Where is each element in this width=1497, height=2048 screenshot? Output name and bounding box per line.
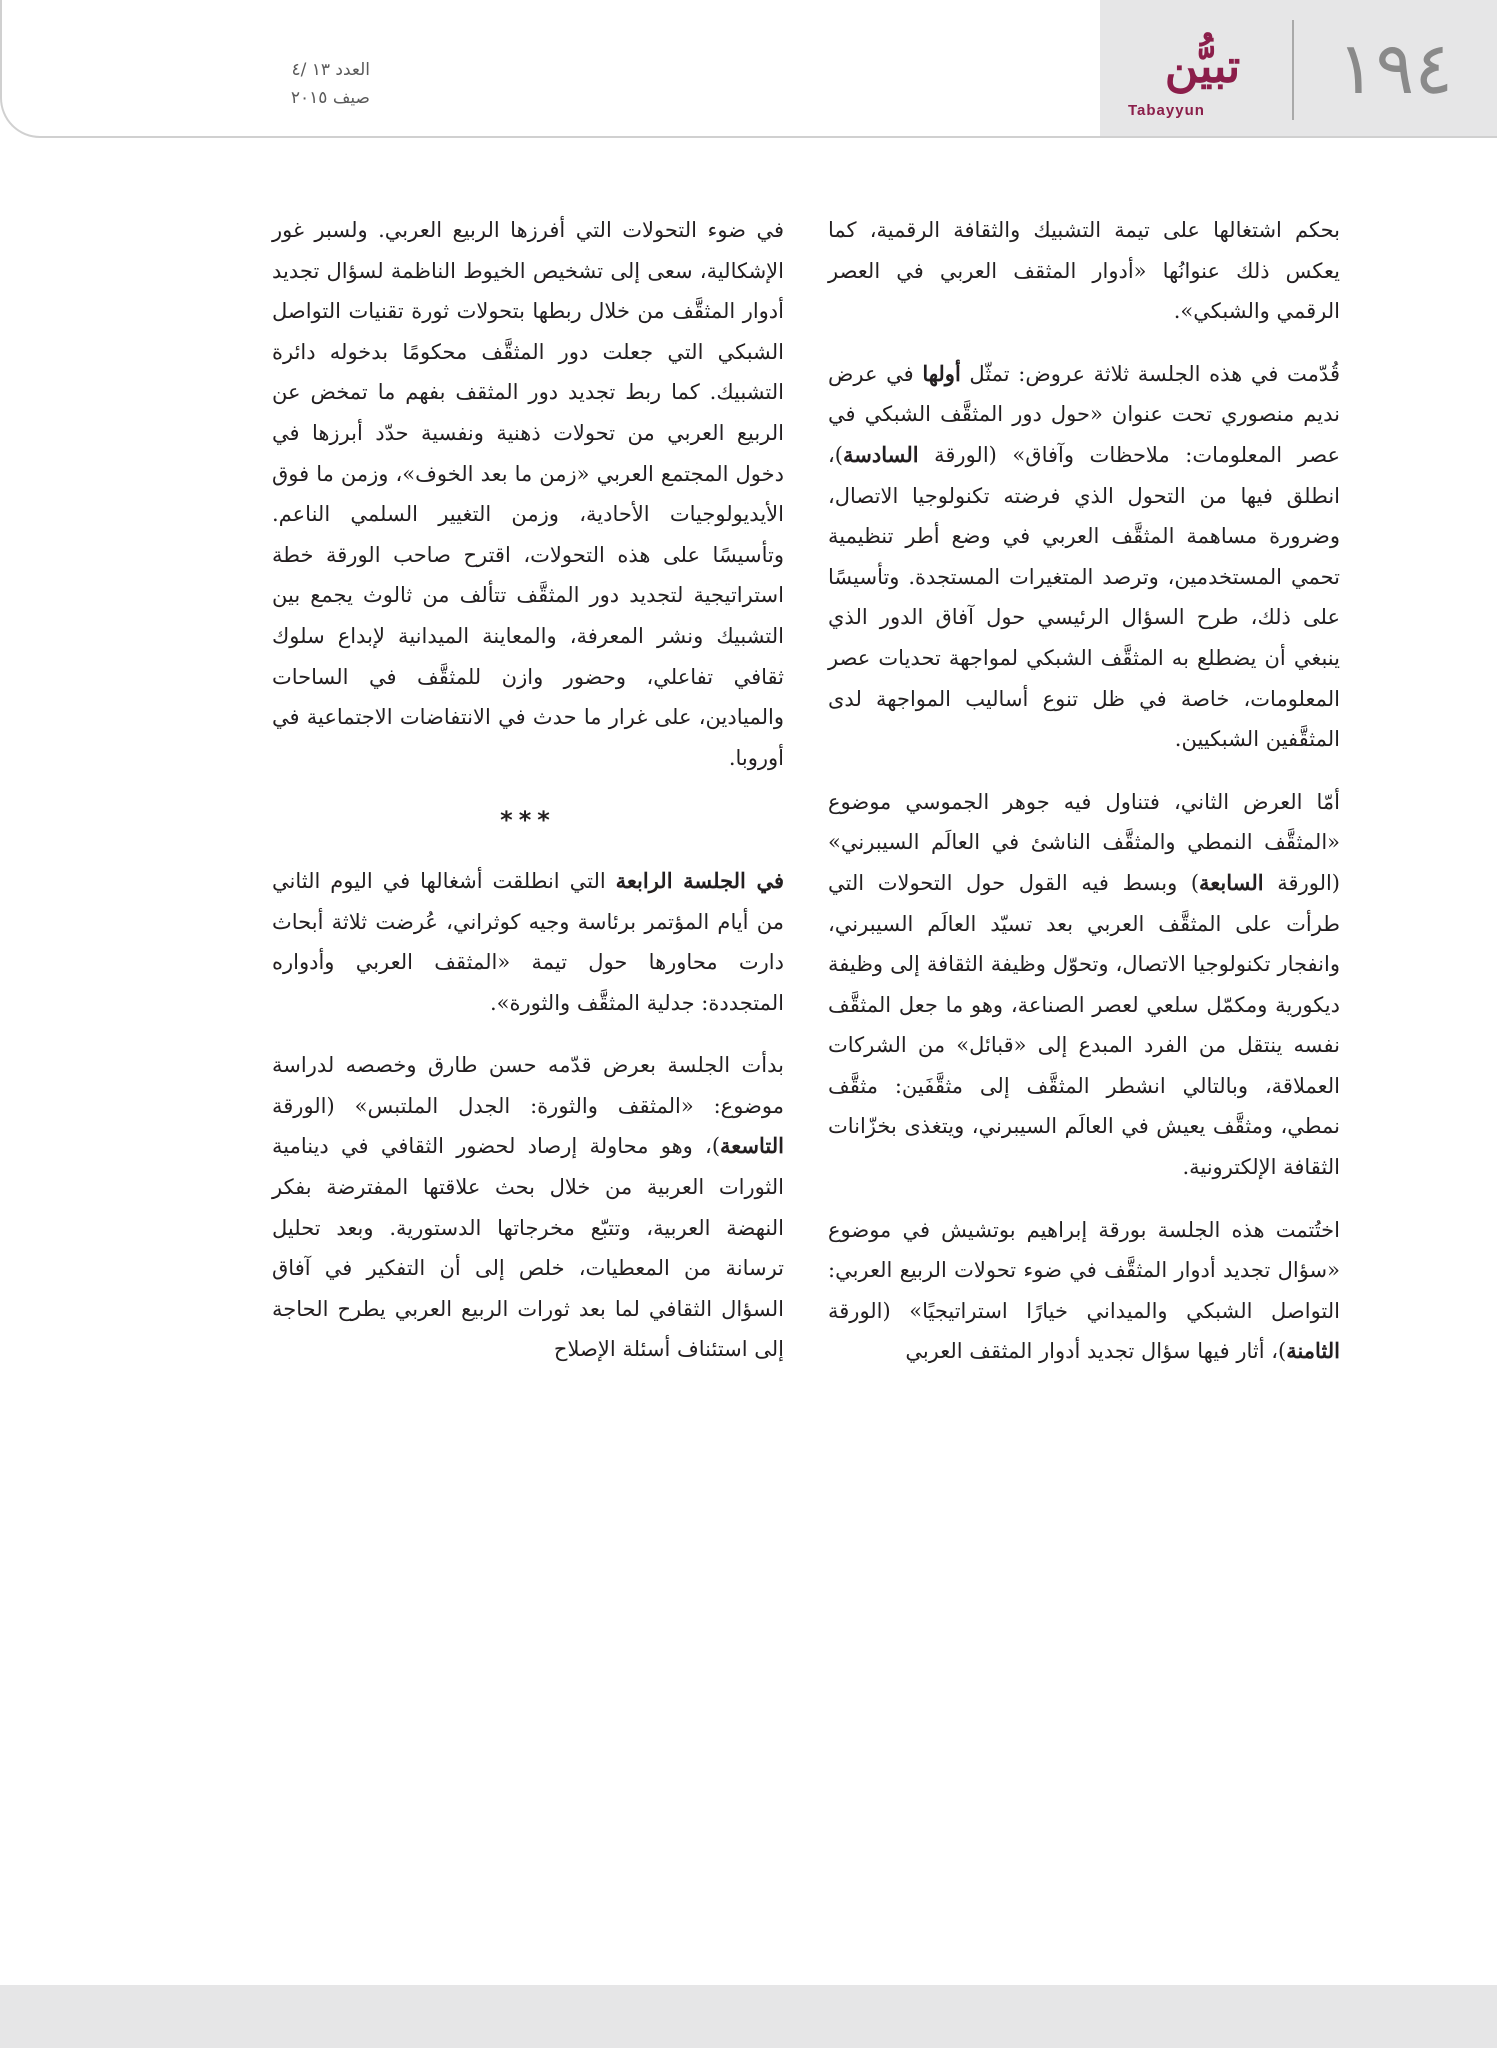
bold-run: السادسة — [842, 441, 919, 467]
text-column-right — [828, 210, 1340, 1394]
bold-run: السابعة — [1199, 869, 1264, 895]
section-separator: *** — [500, 806, 556, 835]
issue-season: صيف ٢٠١٥ — [290, 88, 370, 108]
paragraph — [828, 1210, 1340, 1372]
paragraph — [272, 861, 784, 1023]
text-run: أمّا العرض الثاني، فتناول فيه جوهر الجموسي موضوع «المثقَّف النمطي والمثقَّف الناشئ في العالَم السيبرني» (الورقة — [828, 789, 1340, 895]
issue-number: العدد ١٣ /٤ — [291, 60, 370, 80]
text-run: التي انطلقت أشغالها في اليوم الثاني من أيام المؤتمر برئاسة وجيه كوثراني، عُرضت ثلاثة أبحاث دارت محاورها حول تيمة «المثقف العربي وأدواره المتجددة: جدلية المثقَّف والثورة». — [272, 868, 784, 1015]
bold-run: أولها — [922, 360, 961, 386]
header-divider — [1292, 20, 1294, 120]
text-run: اختُتمت هذه الجلسة بورقة إبراهيم بوتشيش في موضوع «سؤال تجديد أدوار المثقَّف في ضوء تحولات الربيع العربي: التواصل الشبكي والميداني خيارًا استراتيجيًا» (الورقة — [828, 1217, 1340, 1323]
issue-info — [260, 56, 370, 112]
bold-run: التاسعة — [720, 1133, 784, 1159]
page-footer — [0, 1985, 1497, 2048]
journal-logo — [1120, 38, 1285, 128]
paragraph — [272, 1045, 784, 1370]
logo-latin: Tabayyun — [1128, 102, 1205, 119]
text-column-left — [272, 210, 784, 1392]
text-run: بدأت الجلسة بعرض قدّمه حسن طارق وخصصه لدراسة موضوع: «المثقف والثورة: الجدل الملتبس» (الورقة — [272, 1053, 784, 1118]
bold-run: الثامنة — [1286, 1338, 1340, 1364]
page-number: ١٩٤ — [1336, 26, 1453, 110]
text-run: )، وهو محاولة إرصاد لحضور الثقافي في دينامية الثورات العربية من خلال بحث علاقتها المفترضة بفكر النهضة العربية، وتتبّع مخرجاتها الدستورية. وبعد تحليل ترسانة من المعطيات، خلص إلى أن التفكير في آفاق السؤال الثقافي لما بعد ثورات الربيع العربي يطرح الحاجة إلى استئناف أسئلة الإصلاح — [272, 1134, 784, 1362]
paragraph — [828, 782, 1340, 1188]
text-run: في عرض نديم منصوري تحت عنوان «حول دور المثقَّف الشبكي في عصر المعلومات: ملاحظات وآفاق» (الورقة — [828, 361, 1340, 467]
paragraph: في ضوء التحولات التي أفرزها الربيع العربي. ولسبر غور الإشكالية، سعى إلى تشخيص الخيوط الناظمة لسؤال تجديد أدوار المثقَّف من خلال ربطها بتحولات ثورة تقنيات التواصل الشبكي التي جعلت دور المثقَّف محكومًا بدخوله دائرة التشبيك. كما ربط تجديد دور المثقف بفهم ما تمخض عن الربيع العربي من تحولات ذهنية ونفسية حدّد أبرزها في دخول المجتمع العربي «زمن ما بعد الخوف»، وزمن ما فوق الأيديولوجيات الأحادية، وزمن التغيير السلمي الناعم. وتأسيسًا على هذه التحولات، اقترح صاحب الورقة خطة استراتيجية لتجديد دور المثقَّف تتألف من ثالوث يجمع بين التشبيك ونشر المعرفة، والمعاينة الميدانية لإبداع سلوك ثقافي تفاعلي، وحضور وازن للمثقَّف في الساحات والميادين، على غرار ما حدث في الانتفاضات الاجتماعية في أوروبا. — [272, 218, 784, 770]
paragraph: بحكم اشتغالها على تيمة التشبيك والثقافة الرقمية، كما يعكس ذلك عنوانُها «أدوار المثقف العربي في العصر الرقمي والشبكي». — [828, 218, 1340, 324]
header-left-panel — [0, 0, 1100, 138]
text-run: )، أثار فيها سؤال تجديد أدوار المثقف العربي — [905, 1339, 1287, 1364]
bold-run: في الجلسة الرابعة — [615, 867, 784, 893]
logo-arabic: تبيُّن — [1164, 39, 1241, 93]
paragraph — [828, 354, 1340, 760]
text-run: ) وبسط فيه القول حول التحولات التي طرأت على المثقَّف العربي بعد تسيّد العالَم السيبرني، وانفجار تكنولوجيا الاتصال، وتحوّل وظيفة الثقافة إلى وظيفة ديكورية ومكمّل سلعي لعصر الصناعة، وهو ما جعل المثقَّف نفسه ينتقل من الفرد المبدع إلى «قبائل» من الشركات العملاقة، وبالتالي انشطر المثقَّف إلى مثقَّفَين: مثقَّف نمطي، ومثقَّف يعيش في العالَم السيبرني، ويتغذى بخزّانات الثقافة الإلكترونية. — [828, 870, 1340, 1180]
text-run: قُدّمت في هذه الجلسة ثلاثة عروض: تمثّل — [960, 361, 1340, 386]
text-run: )، انطلق فيها من التحول الذي فرضته تكنولوجيا الاتصال، وضرورة مساهمة المثقَّف العربي في وضع أطر تنظيمية تحمي المستخدمين، وترصد المتغيرات المستجدة. وتأسيسًا على ذلك، طرح السؤال الرئيسي حول آفاق الدور الذي ينبغي أن يضطلع به المثقَّف الشبكي لمواجهة تحديات عصر المعلومات، خاصة في ظل تنوع أساليب المواجهة لدى المثقَّفين الشبكيين. — [828, 442, 1340, 752]
